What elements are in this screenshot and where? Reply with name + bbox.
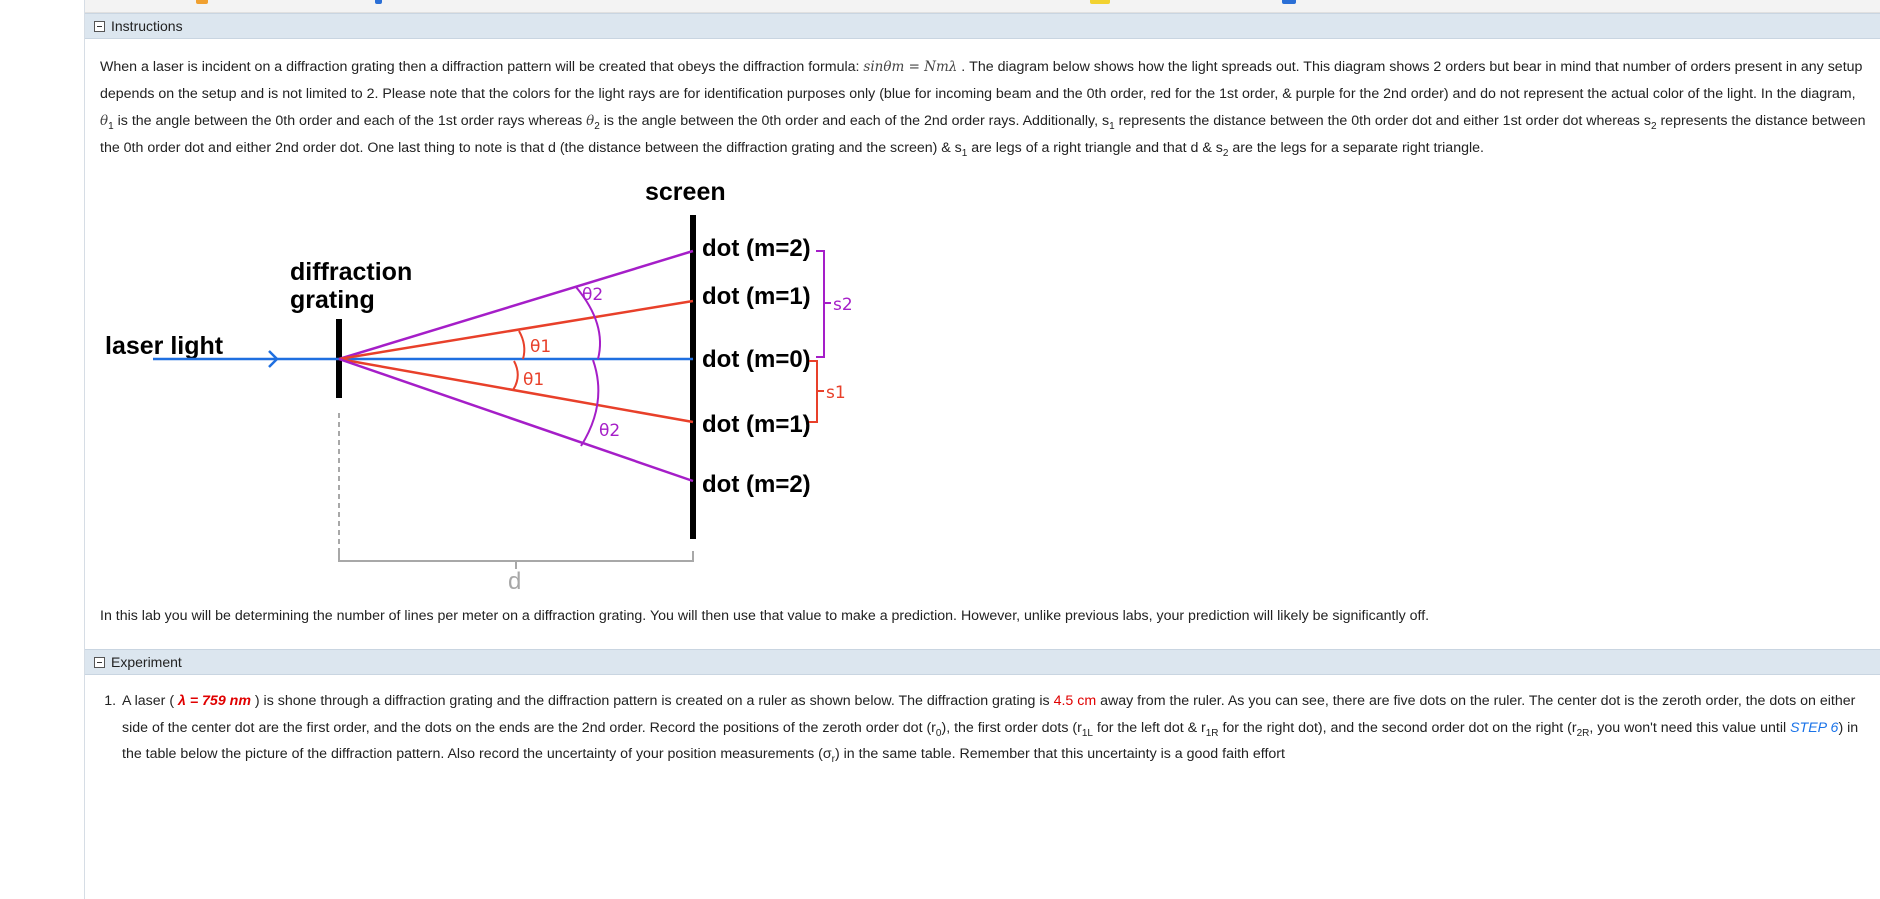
toolbar-mark-yellow: [1090, 0, 1110, 4]
subscript: 2: [1222, 147, 1229, 159]
s2-bracket: [816, 251, 824, 357]
intro-text: is the angle between the 0th order and each of the 1st order rays whereas: [113, 113, 587, 129]
step-text: ) in the same table. Remember that this uncertainty is a good faith effort: [834, 746, 1285, 762]
theta2-label-bottom: θ2: [599, 421, 621, 441]
intro-text: are legs of a right triangle and that d & s: [967, 140, 1223, 156]
theta1-arc-top: [519, 331, 524, 359]
step-text: ) is shone through a diffraction grating and the diffraction pattern is created on a ruler as shown below. The diffraction grating is: [250, 693, 1054, 709]
dot-label-m0: dot (m=0): [702, 346, 811, 373]
theta-symbol: θ: [586, 113, 595, 129]
intro-text: . The diagram below shows how the light spreads out. This diagram shows 2 orders but bear in mind that number of orders present in any setup depends on the setup and is not limited to 2. Please note that the colors for the light rays are for identification purposes only (blue for incoming beam and the 0th order, red for the 1st order, & purple for the 2nd order) and do not represent the actual color of the light. In the diagram,: [100, 59, 1863, 102]
intro-text: represents the distance between the 0th order dot and either 1st order dot whereas s: [1114, 113, 1651, 129]
dot-label-m2-top: dot (m=2): [702, 235, 811, 262]
subscript: 1: [108, 120, 114, 132]
grating-label-line1: diffraction: [290, 258, 413, 286]
subscript: 2R: [1576, 727, 1590, 739]
collapse-toggle-icon[interactable]: [94, 657, 105, 668]
s2-label: s2: [833, 295, 853, 315]
wavelength-value: λ = 759 nm: [177, 693, 251, 709]
theta1-arc-bottom: [513, 361, 518, 390]
toolbar-mark-orange: [196, 0, 208, 4]
d-bracket: [339, 551, 693, 561]
ray-second-order-bottom: [339, 359, 693, 481]
dot-label-m2-bottom: dot (m=2): [702, 471, 811, 498]
intro-text: represents the distance between the 0th order dot and either 2nd order dot. One last thing to note is that d (the distance between the diffraction grating and the screen) & s: [100, 113, 1866, 156]
subscript: 1: [1109, 120, 1115, 132]
step-text: , you won't need this value until: [1589, 719, 1791, 736]
experiment-header[interactable]: [85, 649, 1880, 675]
step-text: for the right dot), and the second order dot on the right (r: [1218, 719, 1577, 736]
subscript: 1: [961, 147, 968, 159]
step-text: ), the first order dots (r: [941, 719, 1082, 736]
step-text: away from the ruler. As you can see, there are five dots on the ruler. The center dot is the zeroth order, the dots on either side of the center dot are the first order, and the dots on the ends are the 2nd order. Record the positions of the zeroth order dot (r: [122, 693, 1856, 736]
intro-paragraph: [85, 54, 1880, 162]
grating-label-line2: grating: [290, 286, 375, 314]
theta1-label-bottom: θ1: [523, 370, 545, 390]
dot-label-m1-bottom: dot (m=1): [702, 411, 811, 438]
subscript: 0: [935, 727, 942, 739]
s1-label: s1: [826, 383, 846, 403]
intro-text: When a laser is incident on a diffraction grating then a diffraction pattern will be created that obeys the diffraction formula:: [100, 59, 864, 75]
step-text: ) in the table below the picture of the diffraction pattern. Also record the uncertainty of your position measurements (σ: [122, 719, 1859, 762]
step-text: for the left dot & r: [1092, 719, 1206, 736]
theta2-label-top: θ2: [582, 285, 604, 305]
screen-label: screen: [645, 178, 726, 206]
step-6-link[interactable]: STEP 6: [1790, 719, 1839, 736]
diffraction-diagram: [85, 173, 985, 603]
toolbar-mark-blue-2: [1282, 0, 1296, 4]
instructions-title: Instructions: [111, 18, 183, 34]
lab-note: In this lab you will be determining the number of lines per meter on a diffraction grating. You will then use that value to make a prediction. However, unlike previous labs, your prediction will likely be significantly off.: [100, 608, 1430, 624]
theta-symbol: θ: [100, 113, 109, 129]
step-1: [120, 688, 1880, 768]
dot-label-m1-top: dot (m=1): [702, 283, 811, 310]
left-gutter: [0, 0, 85, 899]
step-text: A laser (: [122, 693, 178, 709]
intro-text: is the angle between the 0th order and each of the 2nd order rays. Additionally, s: [599, 113, 1110, 129]
subscript: 2: [1650, 120, 1657, 132]
top-toolbar-strip: [0, 0, 1880, 13]
subscript: 2: [594, 120, 600, 132]
collapse-toggle-icon[interactable]: [94, 21, 105, 32]
diffraction-formula: sinθm = Nmλ: [863, 59, 958, 75]
experiment-title: Experiment: [111, 654, 182, 670]
subscript: r: [831, 753, 835, 765]
subscript: 1L: [1081, 727, 1093, 739]
theta1-label-top: θ1: [530, 337, 552, 357]
d-label: d: [508, 568, 522, 595]
distance-value: 4.5 cm: [1053, 693, 1097, 709]
instructions-header[interactable]: [85, 13, 1880, 39]
ray-first-order-top: [339, 301, 693, 359]
subscript: 1R: [1205, 727, 1219, 739]
intro-text: are the legs for a separate right triangle.: [1228, 140, 1484, 156]
laser-label: laser light: [105, 332, 224, 360]
experiment-steps: [85, 688, 1880, 768]
toolbar-mark-blue: [375, 0, 382, 4]
